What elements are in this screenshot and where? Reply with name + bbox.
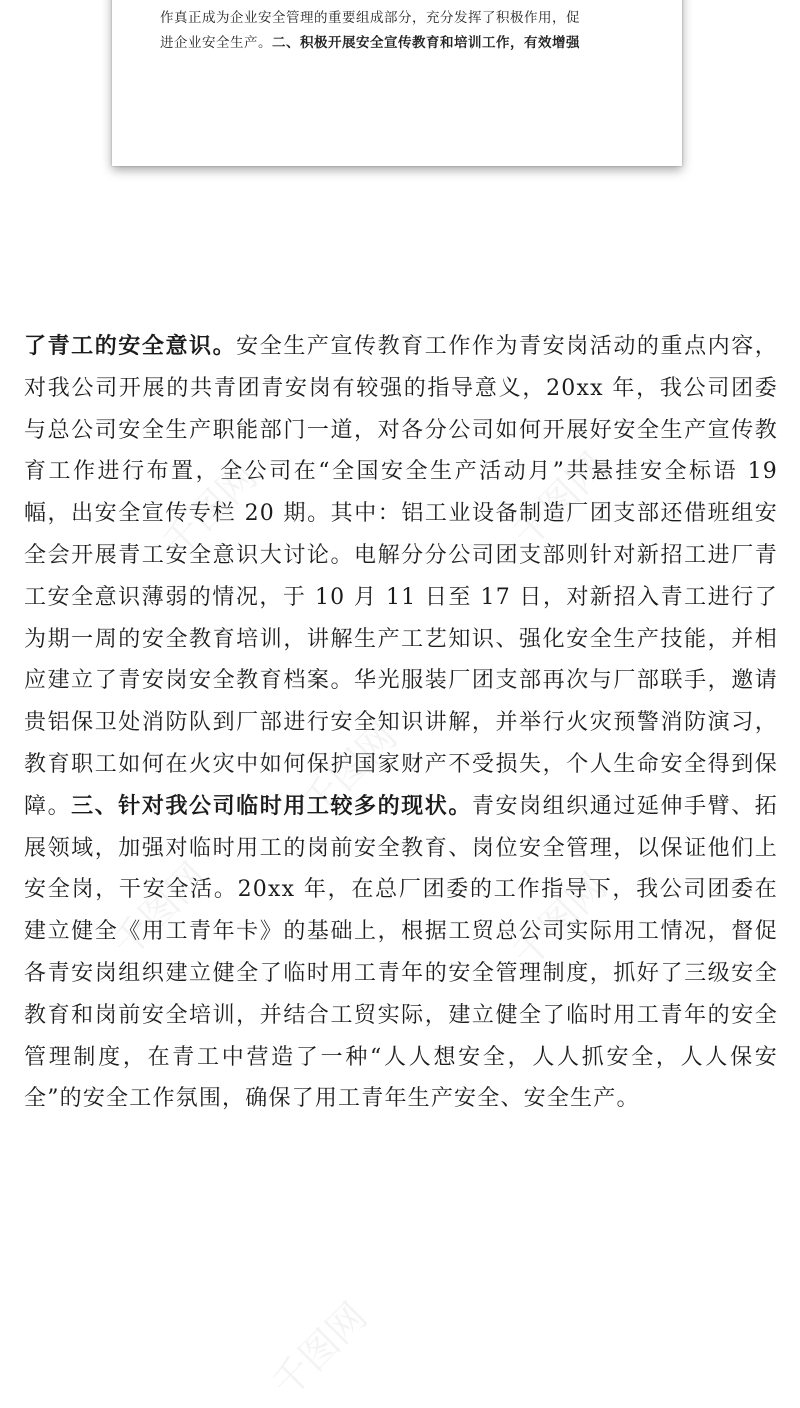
watermark-5: 千图网	[503, 864, 616, 976]
preview-line-1: 作真正成为企业安全管理的重要组成部分，充分发挥了积极作用，促	[160, 10, 580, 26]
preview-line-2	[160, 31, 640, 56]
section-heading-2-continued: 了青工的安全意识。	[24, 334, 237, 359]
watermark-3: 千图网	[293, 714, 406, 826]
watermark-2: 千图网	[503, 444, 616, 556]
preview-paragraph	[160, 6, 640, 56]
paragraph-text-1: 安全生产宣传教育工作作为青安岗活动的重点内容，对我公司开展的共青团青安岗有较强的指导意义，20xx 年，我公司团委与总公司安全生产职能部门一道，对各分公司如何开展好安全生产宣传教育工作进行布置，全公司在“全国安全生产活动月”共悬挂安全标语 19 幅，出安全宣传专栏 20 期。其中：铝工业设备制造厂团支部还借班组安全会开展青工安全意识大讨论。电解分分公司团支部则针对新招工进厂青工安全意识薄弱的情况，于 10 月 11 日至 17 日，对新招入青工进行了为期一周的安全教育培训，讲解生产工艺知识、强化安全生产技能，并相应建立了青安岗安全教育档案。华光服装厂团支部再次与厂部联手，邀请贵铝保卫处消防队到厂部进行安全知识讲解，并举行火灾预警消防演习，教育职工如何在火灾中如何保护国家财产不受损失，个人生命安全得到保障。	[24, 334, 778, 819]
main-paragraph	[24, 326, 778, 1120]
section-heading-3: 三、针对我公司临时用工较多的现状。	[71, 793, 472, 819]
document-preview-card	[112, 0, 682, 166]
paragraph-text-2: 青安岗组织通过延伸手臂、拓展领域，加强对临时用工的岗前安全教育、岗位安全管理，以保证他们上安全岗，干安全活。20xx 年，在总厂团委的工作指导下，我公司团委在建立健全《用工青年卡》的基础上，根据工贸总公司实际用工情况，督促各青安岗组织建立健全了临时用工青年的安全管理制度，抓好了三级安全教育和岗前安全培训，并结合工贸实际，建立健全了临时用工青年的安全管理制度，在青工中营造了一种“人人想安全，人人抓安全，人人保安全”的安全工作氛围，确保了用工青年生产安全、安全生产。	[24, 793, 779, 1112]
watermark-1: 千图网	[153, 454, 266, 566]
preview-line-2-text: 进企业安全生产。	[160, 35, 272, 51]
preview-section-heading: 二、积极开展安全宣传教育和培训工作，有效增强	[272, 35, 580, 51]
watermark-6: 千图网	[263, 1294, 376, 1406]
watermark-4: 千图网	[103, 854, 216, 966]
